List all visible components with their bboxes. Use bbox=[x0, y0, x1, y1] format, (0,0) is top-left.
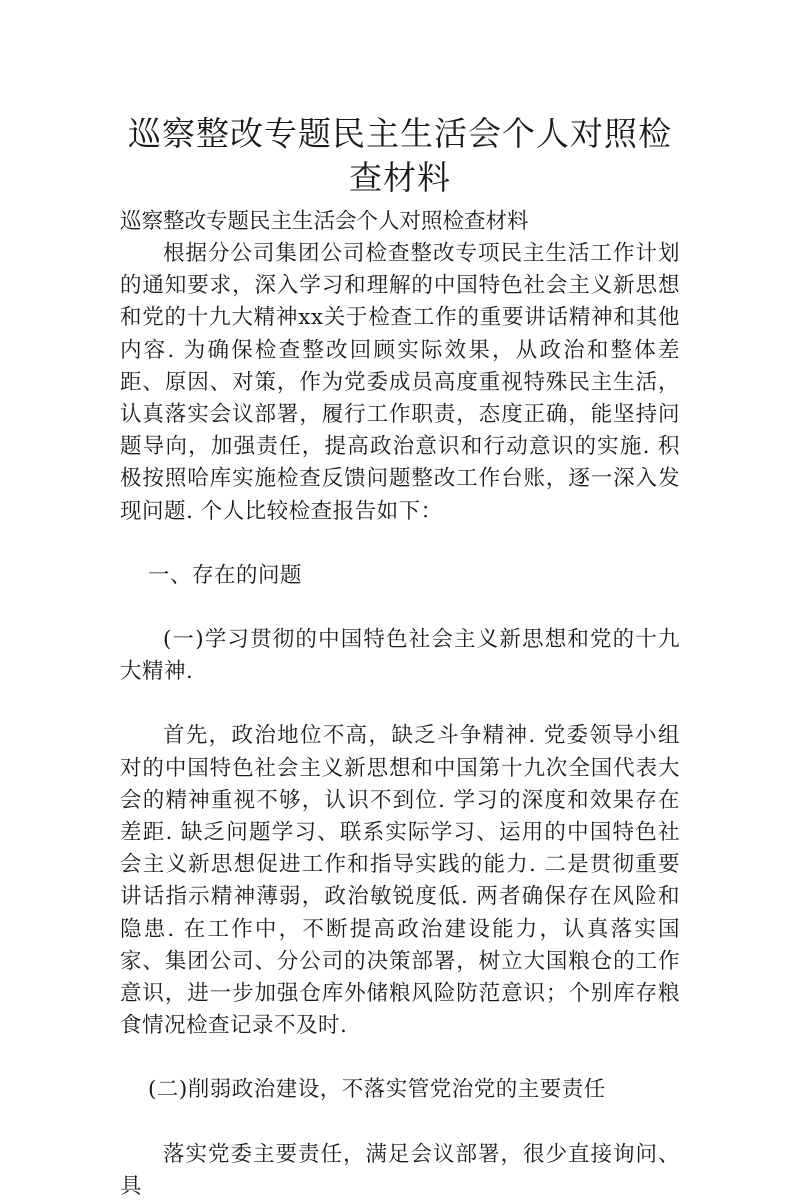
section-heading-problems: 一、存在的问题 bbox=[147, 562, 302, 588]
document-page bbox=[120, 112, 680, 1203]
paragraph-gap bbox=[120, 1107, 680, 1139]
subsection-heading-study: (一)学习贯彻的中国特色社会主义新思想和党的十九大精神. bbox=[120, 627, 680, 685]
subsection-heading-political: (二)削弱政治建设，不落实管党治党的主要责任 bbox=[147, 1077, 606, 1103]
paragraph-gap bbox=[120, 592, 680, 624]
document-title: 巡察整改专题民主生活会个人对照检查材料 bbox=[128, 114, 672, 197]
intro-paragraph: 根据分公司集团公司检查整改专项民主生活工作计划的通知要求，深入学习和理解的中国特色社会主义新思想和党的十九大精神xx关于检查工作的重要讲话精神和其他内容. 为确保检查整改回顾实际效果，从政治和整体差距、原因、对策，作为党委成员高度重视特殊民主生活，认真落实会议部署，履行工作职责，态度正确，能坚持问题导向，加强责任，提高政治意识和行动意识的实施. 积极按照哈库实施检查反馈问题整改工作台账，逐一深入发现问题. 个人比较检查报告如下： bbox=[120, 241, 680, 524]
paragraph-gap bbox=[120, 1042, 680, 1074]
paragraph-gap bbox=[120, 688, 680, 720]
subsection-body-study: 首先，政治地位不高，缺乏斗争精神. 党委领导小组对的中国特色社会主义新思想和中国第十九次全国代表大会的精神重视不够，认识不到位. 学习的深度和效果存在差距. 缺乏问题学习、联系实际学习、运用的中国特色社会主义新思想促进工作和指导实践的能力. 二是贯彻重要讲话指示精神薄弱，政治敏锐度低. 两者确保存在风险和隐患. 在工作中，不断提高政治建设能力，认真落实国家、集团公司、分公司的决策部署，树立大国粮仓的工作意识，进一步加强仓库外储粮风险防范意识；个别库存粮食情况检查记录不及时. bbox=[120, 723, 680, 1039]
paragraph-gap bbox=[120, 528, 680, 560]
subsection-body-political: 落实党委主要责任，满足会议部署，很少直接询问、具 bbox=[120, 1141, 680, 1199]
document-subtitle: 巡察整改专题民主生活会个人对照检查材料 bbox=[120, 209, 529, 234]
